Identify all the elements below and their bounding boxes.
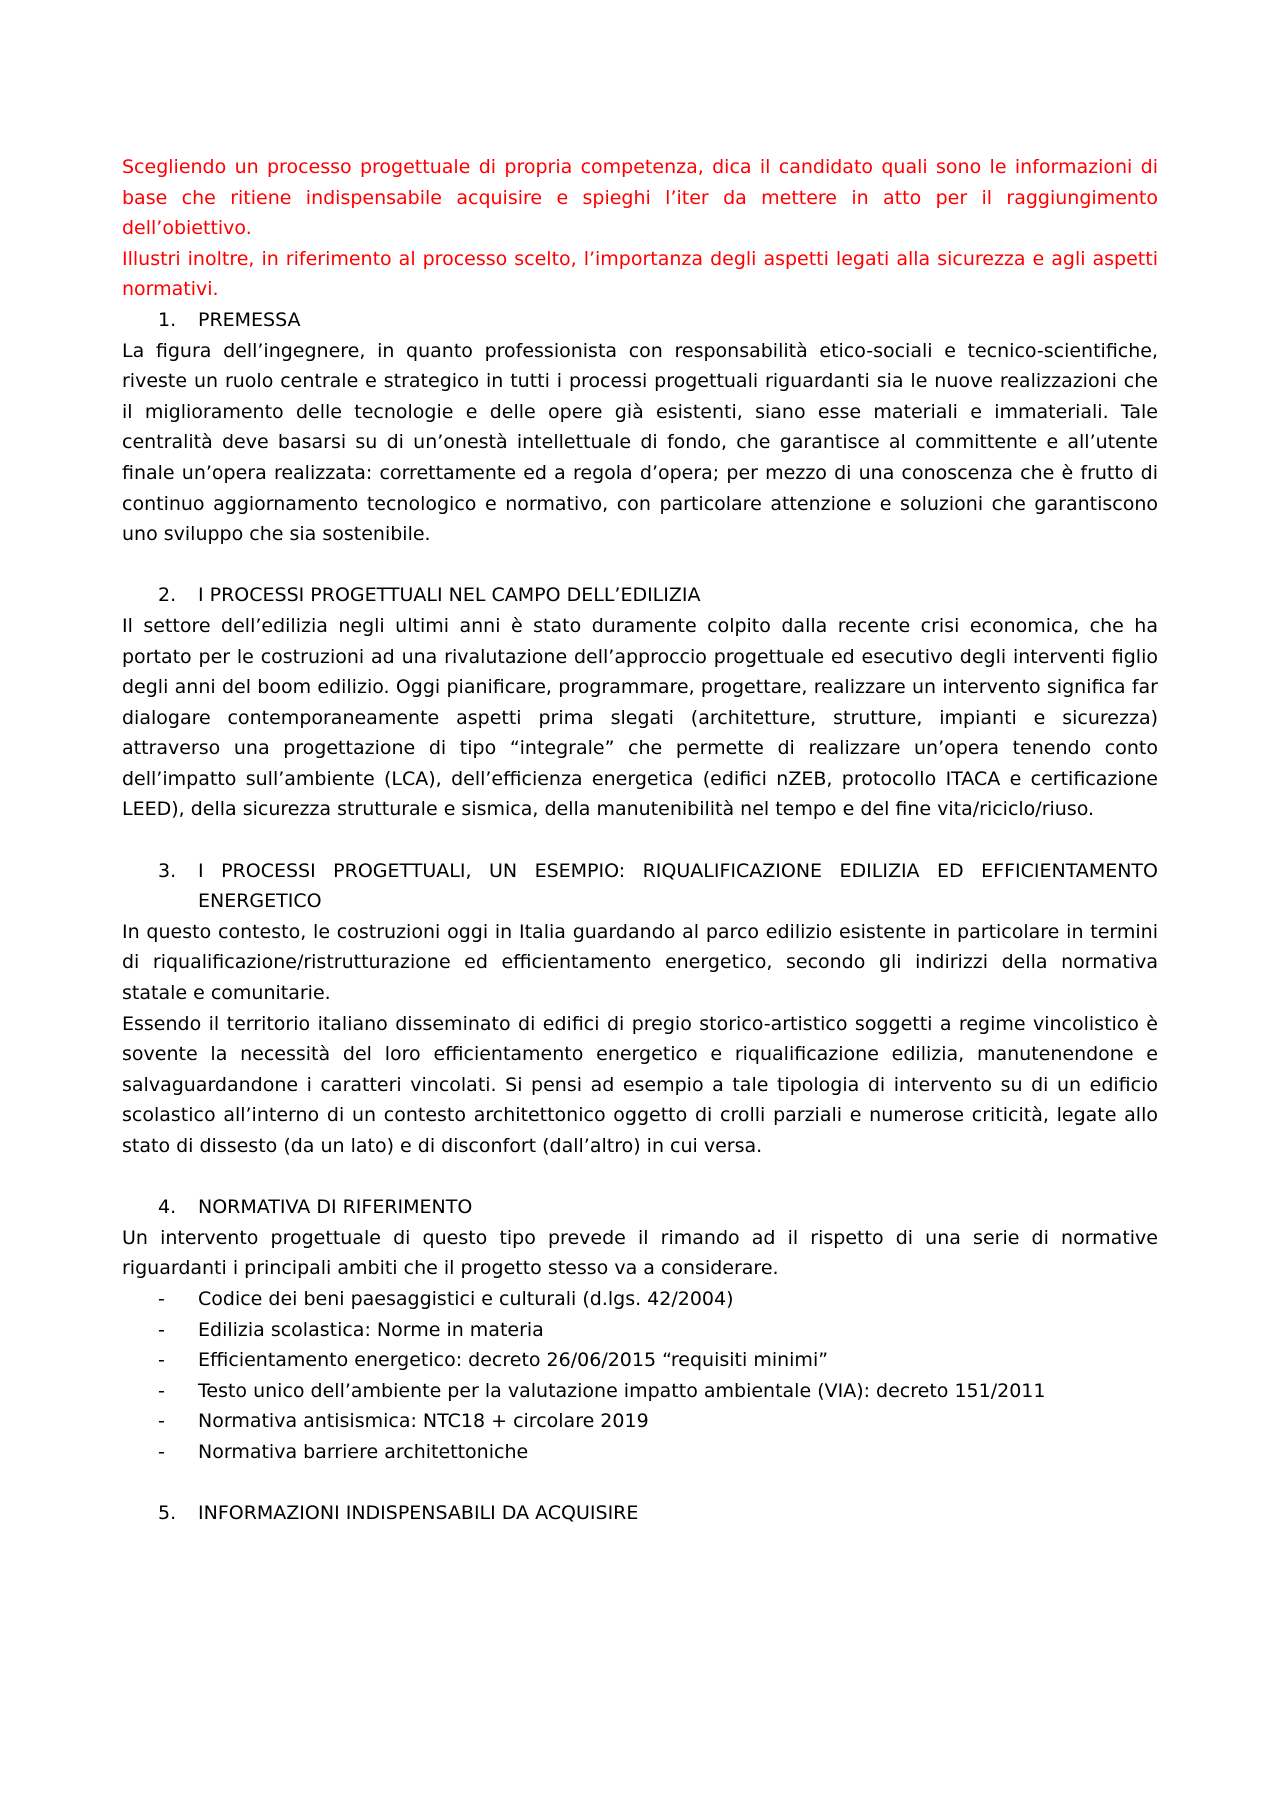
list-item xyxy=(122,1284,1158,1315)
list-item xyxy=(122,1345,1158,1376)
section-3-paragraph-2: Essendo il territorio italiano disseminato di edifici di pregio storico-artistico soggetti a regime vincolistico è sovente la necessità del loro efficientamento energetico e riqualificazione edilizia, manutenendone e salvaguardandone i caratteri vincolati. Si pensi ad esempio a tale tipologia di intervento su di un edificio scolastico all’interno di un contesto architettonico oggetto di crolli parziali e numerose criticità, legate allo stato di dissesto (da un lato) e di disconfort (dall’altro) in cui versa. xyxy=(122,1012,1158,1157)
spacer xyxy=(122,1468,1158,1499)
section-heading-1 xyxy=(122,305,1158,336)
spacer xyxy=(122,550,1158,581)
section-title: I PROCESSI PROGETTUALI NEL CAMPO DELL’EDILIZIA xyxy=(198,584,701,607)
section-heading-2 xyxy=(122,580,1158,611)
spacer xyxy=(122,1162,1158,1193)
section-number: 3. xyxy=(158,859,177,882)
list-item-text: Codice dei beni paesaggistici e culturali (d.lgs. 42/2004) xyxy=(198,1287,734,1310)
prompt-paragraph-2: Illustri inoltre, in riferimento al processo scelto, l’importanza degli aspetti legati alla sicurezza e agli aspetti normativi. xyxy=(122,247,1158,301)
section-title: I PROCESSI PROGETTUALI, UN ESEMPIO: RIQUALIFICAZIONE EDILIZIA ED EFFICIENTAMENTO ENERGETICO xyxy=(198,859,1158,913)
section-heading-5 xyxy=(122,1498,1158,1529)
list-item xyxy=(122,1406,1158,1437)
normative-list xyxy=(122,1284,1158,1468)
list-item-text: Normativa barriere architettoniche xyxy=(198,1440,529,1463)
list-item-text: Edilizia scolastica: Norme in materia xyxy=(198,1318,544,1341)
section-number: 5. xyxy=(158,1502,177,1525)
dash-bullet: - xyxy=(158,1318,165,1341)
list-item xyxy=(122,1437,1158,1468)
dash-bullet: - xyxy=(158,1349,165,1372)
list-item-text: Testo unico dell’ambiente per la valutazione impatto ambientale (VIA): decreto 151/2011 xyxy=(198,1379,1046,1402)
dash-bullet: - xyxy=(158,1287,165,1310)
section-heading-4 xyxy=(122,1192,1158,1223)
section-number: 2. xyxy=(158,584,177,607)
list-item xyxy=(122,1376,1158,1407)
spacer xyxy=(122,825,1158,856)
section-number: 1. xyxy=(158,308,177,331)
section-title: INFORMAZIONI INDISPENSABILI DA ACQUISIRE xyxy=(198,1502,639,1525)
section-2-paragraph: Il settore dell’edilizia negli ultimi anni è stato duramente colpito dalla recente crisi economica, che ha portato per le costruzioni ad una rivalutazione dell’approccio progettuale ed esecutivo degli interventi figlio degli anni del boom edilizio. Oggi pianificare, programmare, progettare, realizzare un intervento significa far dialogare contemporaneamente aspetti prima slegati (architetture, strutture, impianti e sicurezza) attraverso una progettazione di tipo “integrale” che permette di realizzare un’opera tenendo conto dell’impatto sull’ambiente (LCA), dell’efficienza energetica (edifici nZEB, protocollo ITACA e certificazione LEED), della sicurezza strutturale e sismica, della manutenibilità nel tempo e del fine vita/riciclo/riuso. xyxy=(122,614,1158,821)
dash-bullet: - xyxy=(158,1379,165,1402)
section-1-paragraph: La figura dell’ingegnere, in quanto professionista con responsabilità etico-sociali e tecnico-scientifiche, riveste un ruolo centrale e strategico in tutti i processi progettuali riguardanti sia le nuove realizzazioni che il miglioramento delle tecnologie e delle opere già esistenti, siano esse materiali e immateriali. Tale centralità deve basarsi su di un’onestà intellettuale di fondo, che garantisce al committente e all’utente finale un’opera realizzata: correttamente ed a regola d’opera; per mezzo di una conoscenza che è frutto di continuo aggiornamento tecnologico e normativo, con particolare attenzione e soluzioni che garantiscono uno sviluppo che sia sostenibile. xyxy=(122,339,1158,546)
section-4-paragraph: Un intervento progettuale di questo tipo prevede il rimando ad il rispetto di una serie di normative riguardanti i principali ambiti che il progetto stesso va a considerare. xyxy=(122,1226,1158,1280)
section-title: NORMATIVA DI RIFERIMENTO xyxy=(198,1196,473,1219)
section-title: PREMESSA xyxy=(198,308,301,331)
section-3-paragraph-1: In questo contesto, le costruzioni oggi in Italia guardando al parco edilizio esistente in particolare in termini di riqualificazione/ristrutturazione ed efficientamento energetico, secondo gli indirizzi della normativa statale e comunitarie. xyxy=(122,920,1158,1005)
list-item-text: Normativa antisismica: NTC18 + circolare 2019 xyxy=(198,1410,649,1433)
dash-bullet: - xyxy=(158,1440,165,1463)
list-item-text: Efficientamento energetico: decreto 26/06/2015 “requisiti minimi” xyxy=(198,1349,829,1372)
prompt-paragraph-1: Scegliendo un processo progettuale di propria competenza, dica il candidato quali sono le informazioni di base che ritiene indispensabile acquisire e spieghi l’iter da mettere in atto per il raggiungimento dell’obiettivo. xyxy=(122,156,1158,240)
section-heading-3 xyxy=(122,856,1158,917)
dash-bullet: - xyxy=(158,1410,165,1433)
list-item xyxy=(122,1315,1158,1346)
section-number: 4. xyxy=(158,1196,177,1219)
document-page xyxy=(122,152,1158,1529)
